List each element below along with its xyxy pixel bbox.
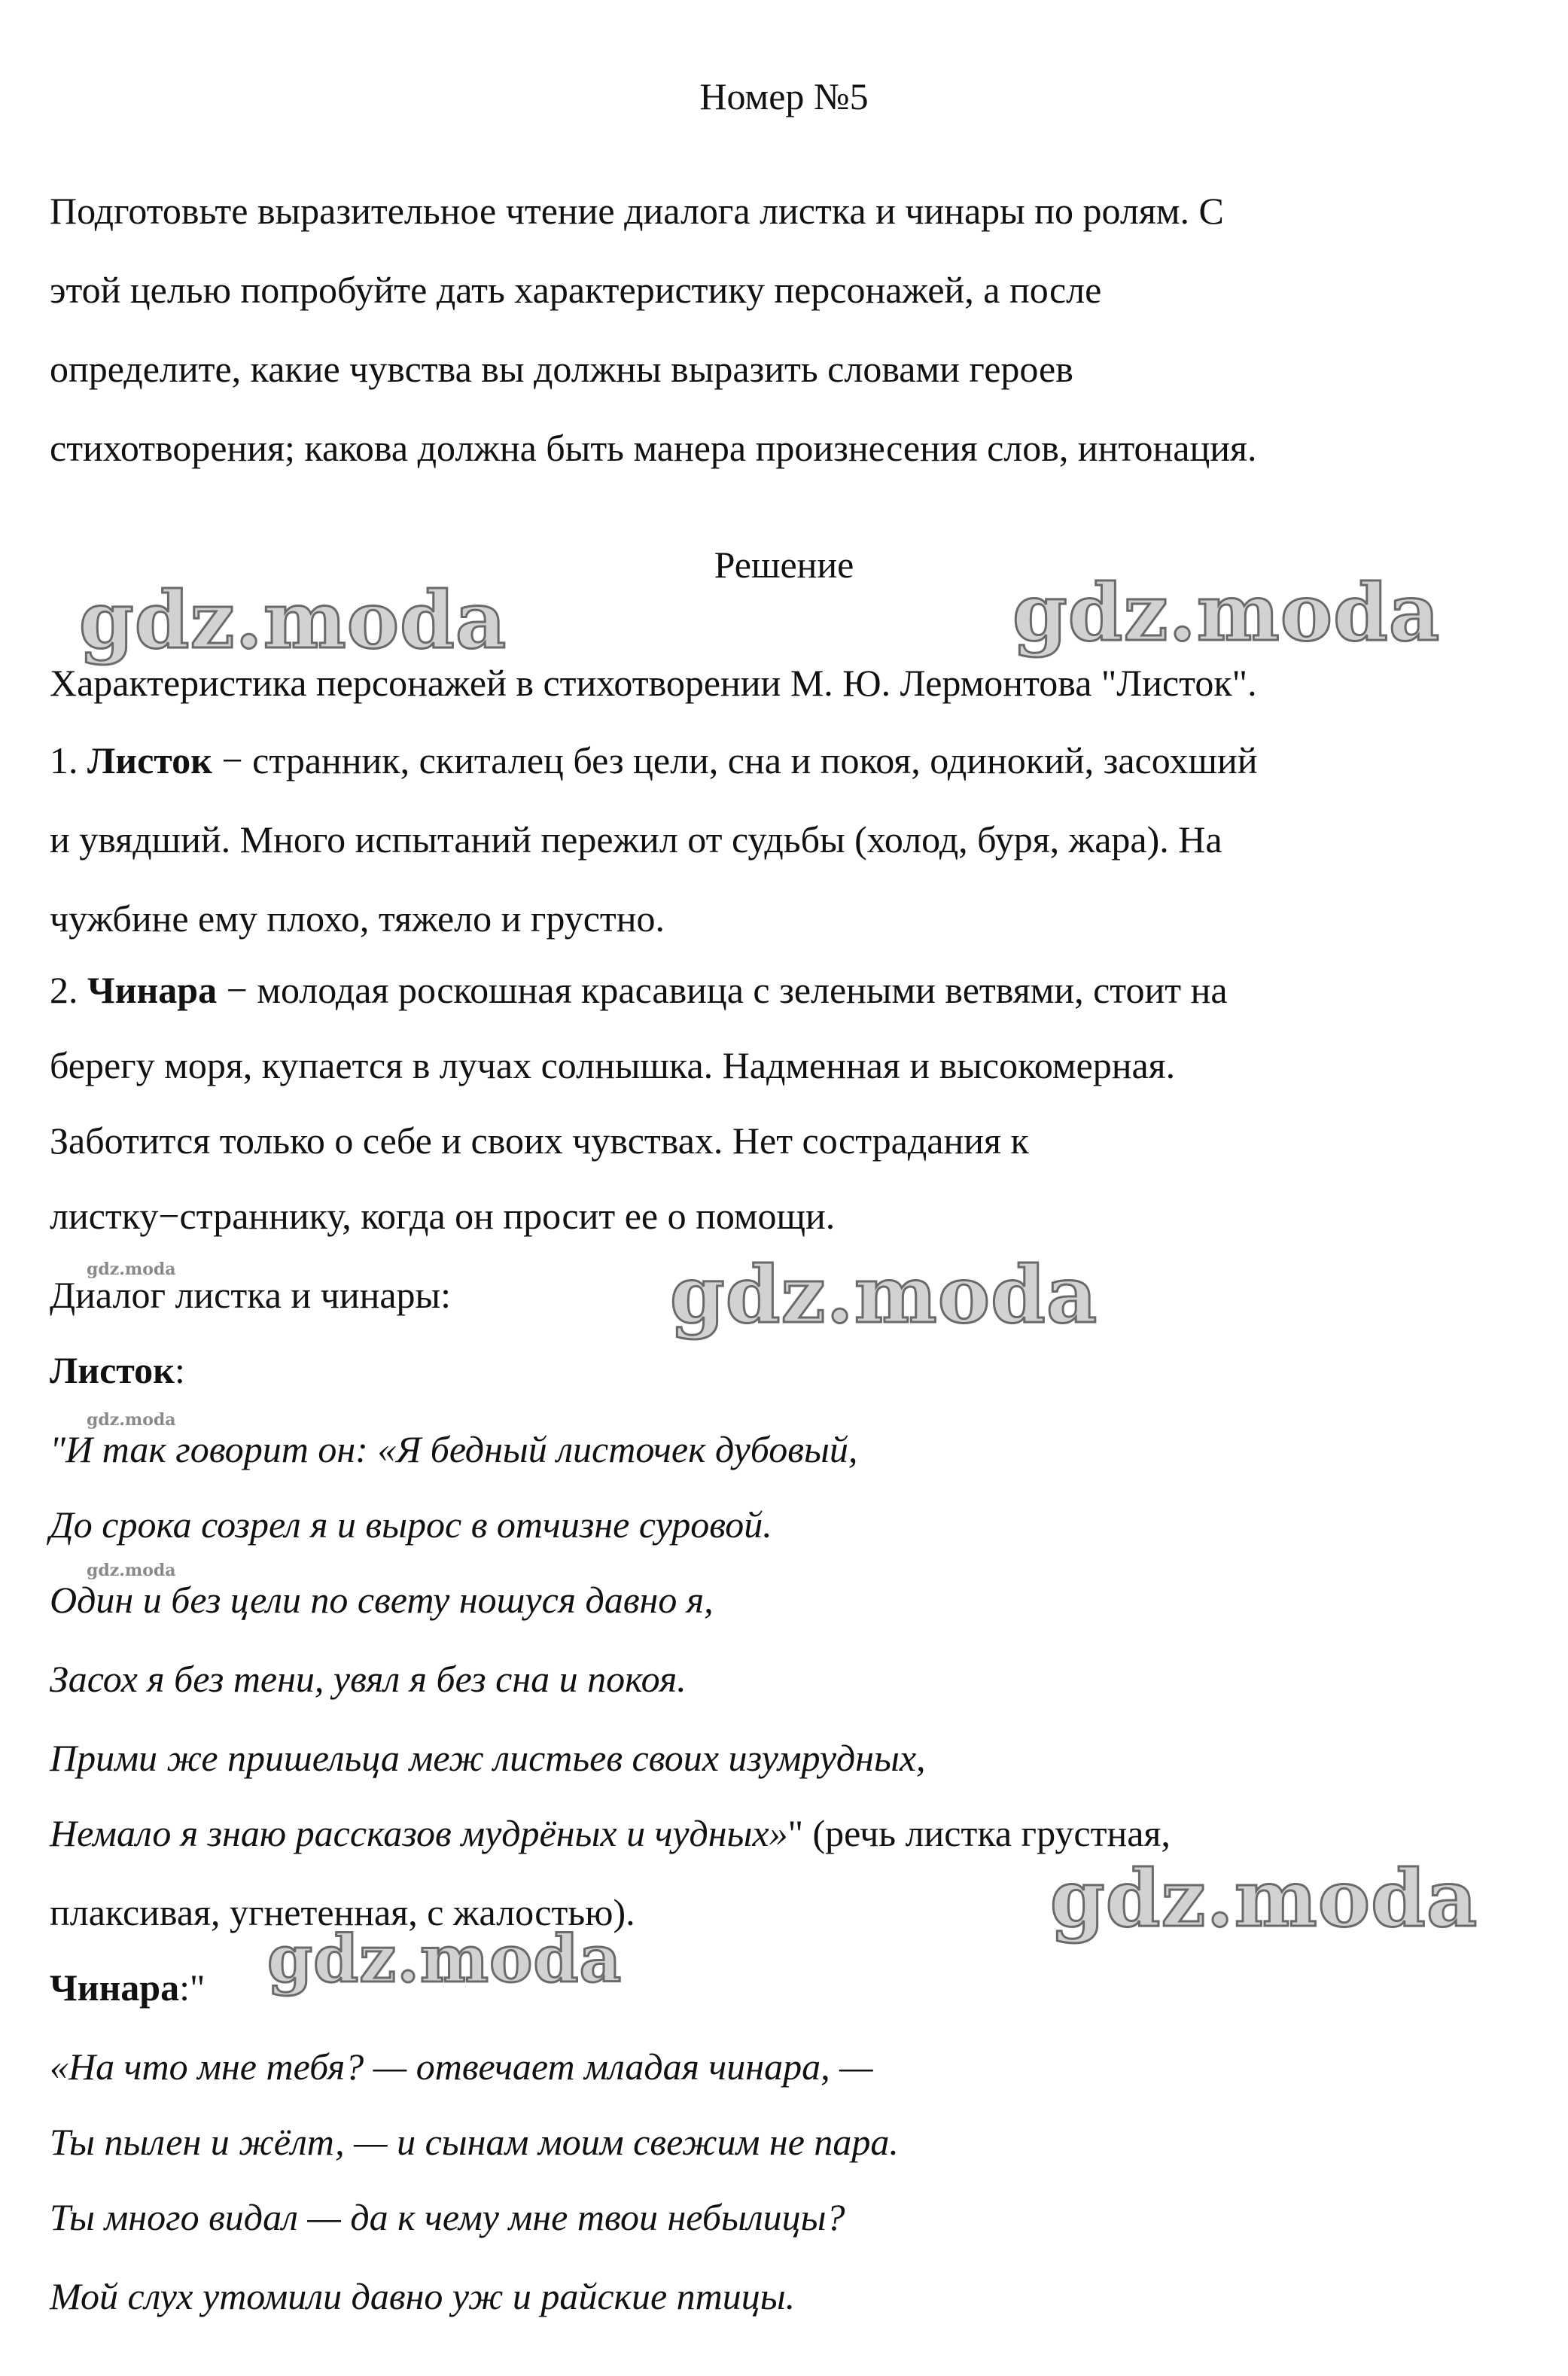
watermark-logo-small: gdz.moda [87,1410,176,1430]
verse-line [50,1811,1171,1856]
verse-line: "И так говорит он: «Я бедный листочек дубовый, [50,1428,858,1470]
speaker-colon: :" [179,1966,206,2009]
verse-text: Немало я знаю рассказов мудрёных и чудных» [50,1812,788,1854]
item-text: − молодая роскошная красавица с зелеными ветвями, стоит на [217,969,1228,1011]
item-line: берегу моря, купается в лучах солнышка. Надменная и высокомерная. [50,1044,1176,1086]
character-name: Чинара [87,969,218,1011]
verse-line: Засох я без тени, увял я без сна и покоя. [50,1658,687,1700]
verse-comment: " (речь листка грустная, [787,1812,1171,1854]
item-line [50,738,1258,783]
item-line: чужбине ему плохо, тяжело и грустно. [50,897,665,940]
verse-line: До срока созрел я и вырос в отчизне суровой. [50,1503,772,1546]
task-line: стихотворения; какова должна быть манера произнесения слов, интонация. [50,427,1257,469]
page-title: Номер №5 [699,75,869,117]
verse-line: Один и без цели по свету ношуся давно я, [50,1579,714,1621]
solution-heading: Решение [714,544,854,586]
watermark-logo: gdz.moda [1012,566,1441,659]
speaker-plane [50,1965,205,2010]
item-number: 1. [50,739,87,781]
verse-line: Прими же пришельца меж листьев своих изумрудных, [50,1737,926,1779]
speaker-leaf [50,1348,185,1393]
speaker-name: Чинара [50,1966,180,2009]
verse-comment-line: плаксивая, угнетенная, с жалостью). [50,1891,635,1933]
watermark-logo-small: gdz.moda [87,1260,176,1279]
item-line: листку−страннику, когда он просит ее о помощи. [50,1195,836,1237]
speaker-colon: : [174,1349,185,1391]
verse-line: Ты пылен и жёлт, — и сынам моим свежим не пара. [50,2121,899,2163]
item-line [50,967,1228,1013]
watermark-logo: gdz.moda [670,1248,1098,1341]
task-line: этой целью попробуйте дать характеристику персонажей, а после [50,269,1102,311]
verse-line: Ты много видал — да к чему мне твои небылицы? [50,2196,845,2238]
character-name: Листок [87,739,212,781]
item-line: и увядший. Много испытаний пережил от судьбы (холод, буря, жара). На [50,818,1222,861]
item-number: 2. [50,969,87,1011]
task-line: Подготовьте выразительное чтение диалога листка и чинары по ролям. С [50,190,1224,232]
watermark-logo: gdz.moda [1050,1852,1478,1945]
item-text: − странник, скиталец без цели, сна и покоя, одинокий, засохший [212,739,1258,781]
watermark-logo: gdz.moda [79,574,507,666]
dialog-title: Диалог листка и чинары: [50,1274,452,1316]
task-line: определите, какие чувства вы должны выразить словами героев [50,348,1073,390]
speaker-name: Листок [50,1349,175,1391]
verse-line: Мой слух утомили давно уж и райские птицы. [50,2275,796,2317]
solution-intro: Характеристика персонажей в стихотворении М. Ю. Лермонтова "Листок". [50,662,1257,704]
verse-line: «На что мне тебя? — отвечает младая чинара, — [50,2045,873,2088]
watermark-logo-small: gdz.moda [87,1561,176,1580]
watermark-logo: gdz.moda [267,1921,623,1997]
item-line: Заботится только о себе и своих чувствах. Нет сострадания к [50,1119,1029,1162]
